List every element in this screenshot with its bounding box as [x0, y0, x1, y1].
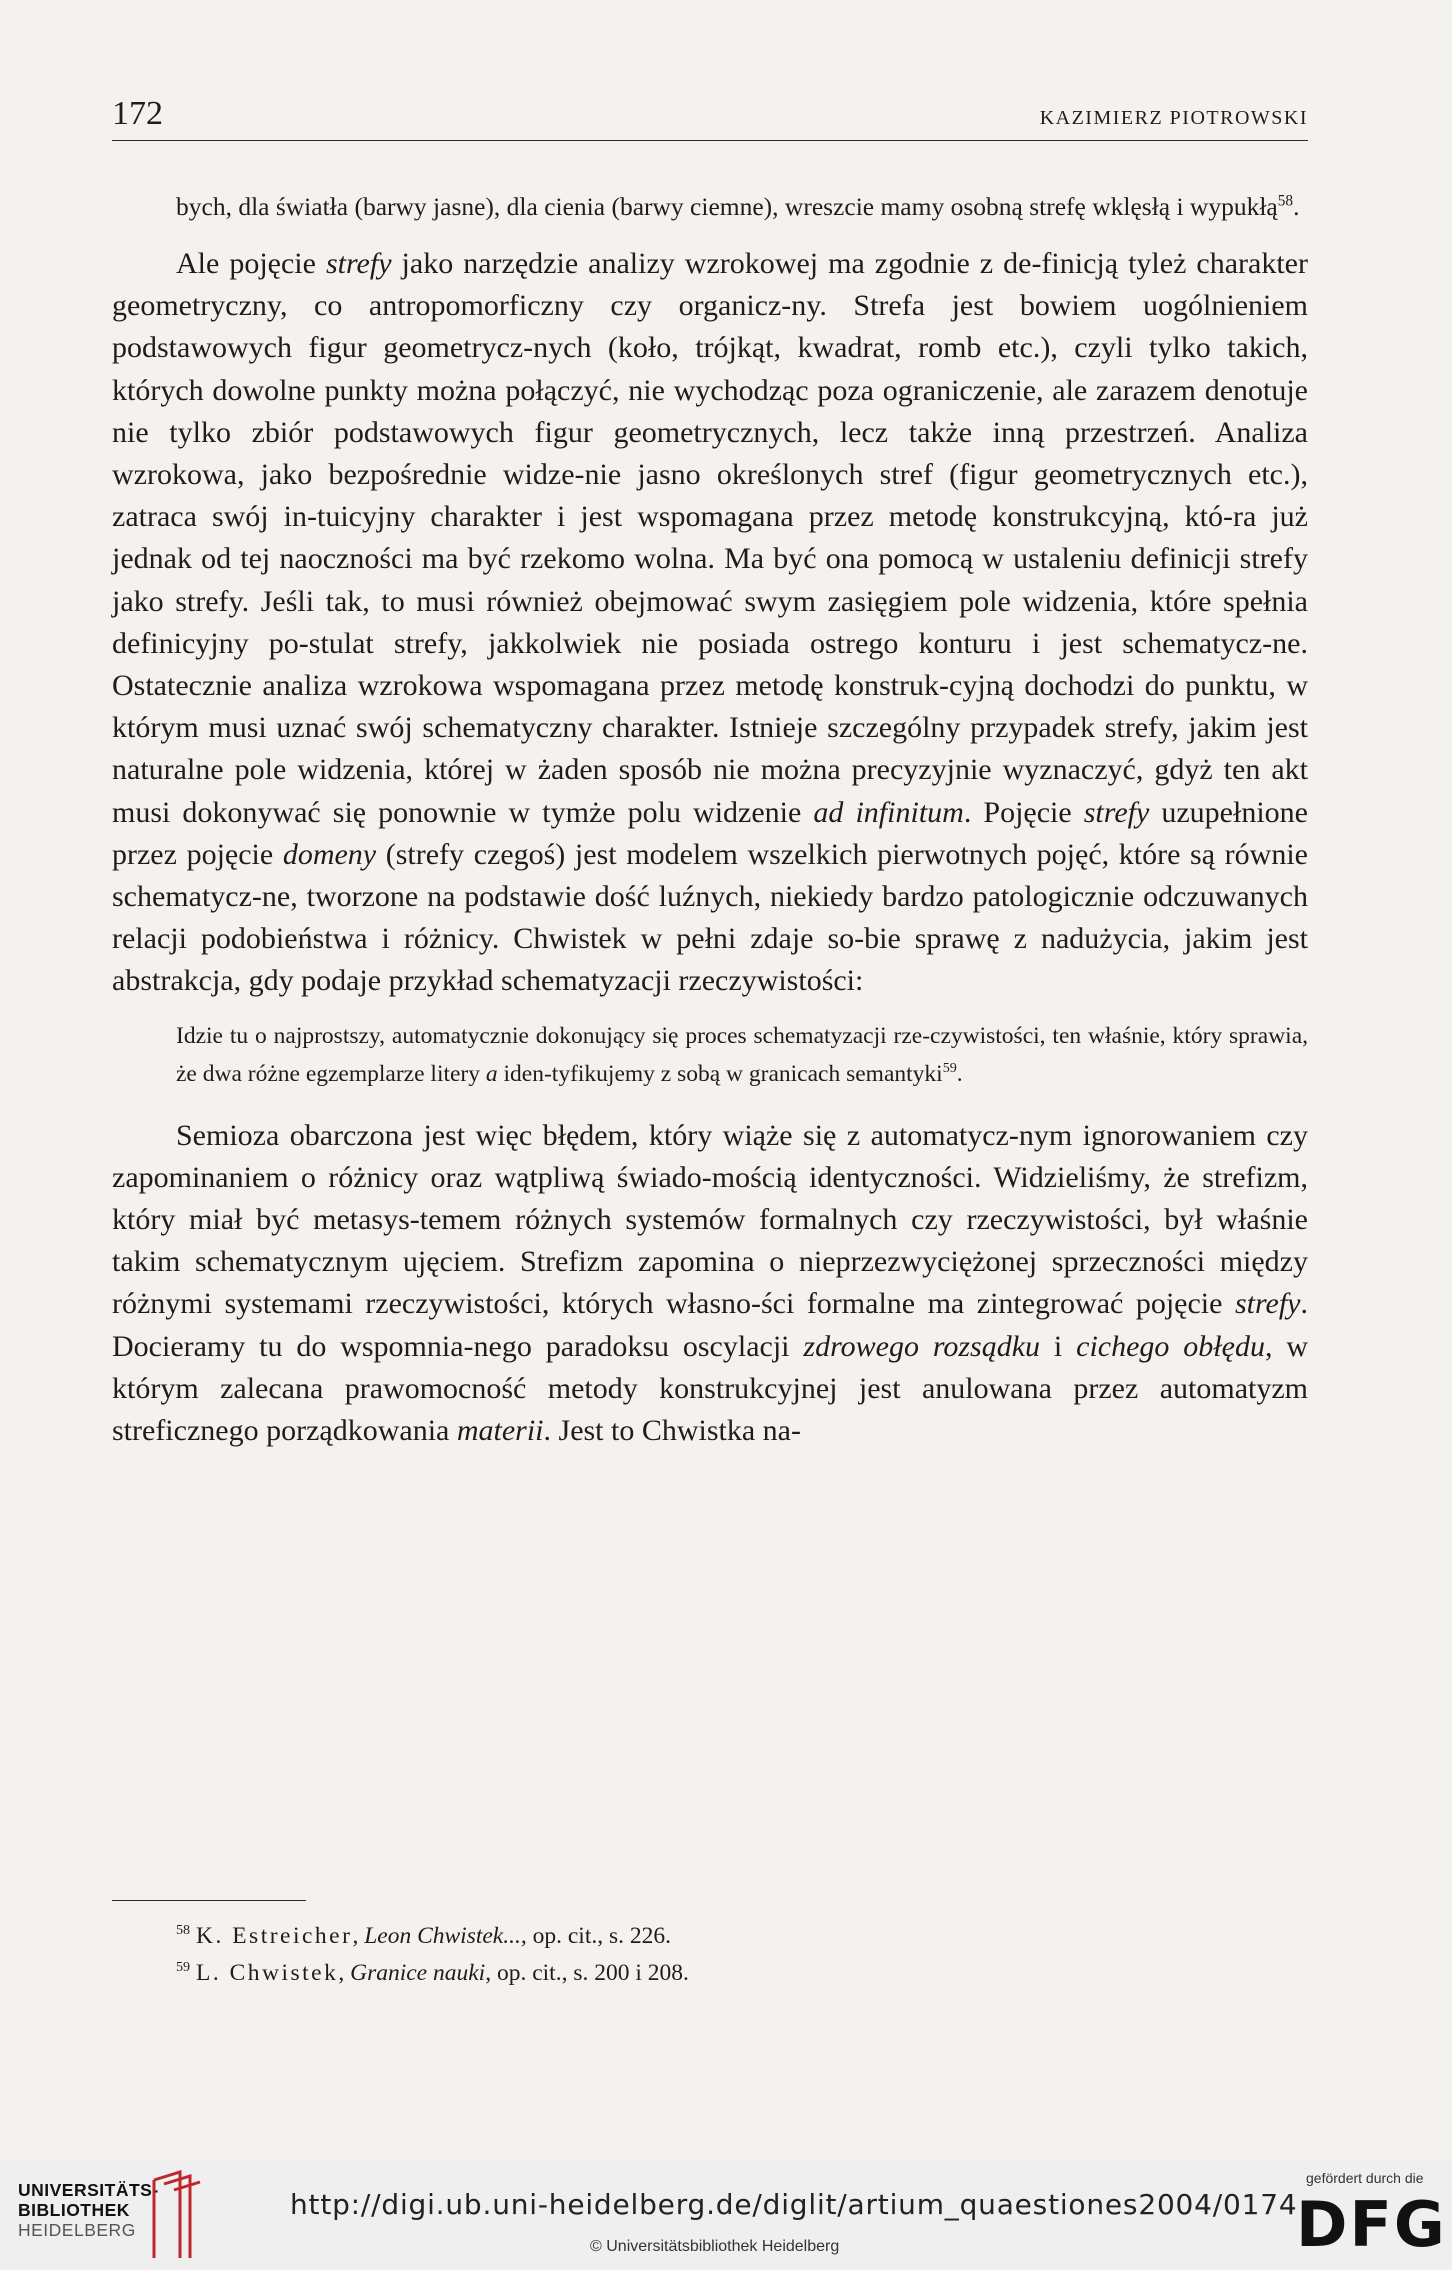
dfg-logo[interactable]: DFG [1296, 2188, 1447, 2261]
footnote-58: $^{58}$ K. Estreicher, Leon Chwistek..., op. cit., s. 226. [176, 1922, 672, 1949]
footnote-ref-58[interactable]: 58 [1277, 192, 1294, 210]
funded-by-label: gefördert durch die [1306, 2170, 1424, 2186]
running-header [112, 94, 1308, 141]
library-mark-icon [150, 2170, 202, 2260]
document-url-link[interactable]: http://digi.ub.uni-heidelberg.de/diglit/artium_quaestiones2004/0174 [290, 2188, 1298, 2221]
opening-paragraph: bych, dla światła (barwy jasne), dla cienia (barwy ciemne), wreszcie mamy osobną strefę wklęsłą i wypukłą$^{58}$. [176, 192, 1300, 221]
block-quote: Idzie tu o najprostszy, automatycznie dokonujący się proces schematyzacji rze-czywistości, ten właśnie, który sprawia, że dwa różne egzemplarze litery a iden-tyfikujemy z sobą w granicach semantyki$^{59}$. [176, 1022, 1308, 1087]
footnote-59: $^{59}$ L. Chwistek, Granice nauki, op. cit., s. 200 i 208. [176, 1959, 689, 1986]
footer-band [0, 2160, 1452, 2270]
library-logo[interactable]: UNIVERSITÄTS- BIBLIOTHEK HEIDELBERG [18, 2180, 159, 2240]
footnotes [176, 1918, 1276, 1992]
footnote-ref-59[interactable]: 59 [942, 1059, 957, 1076]
paragraph: Semioza obarczona jest więc błędem, który wiąże się z automatycz-nym ignorowaniem czy zapominaniem o różnicy oraz wątpliwą świado-mością identyczności. Widzieliśmy, że strefizm, który miał być metasys-temem różnych systemów formalnych czy rzeczywistości, był właśnie takim schematycznym ujęciem. Strefizm zapomina o nieprzezwyciężonej sprzeczności między różnymi systemami rzeczywistości, których własno-ści formalne ma zintegrować pojęcie strefy. Docieramy tu do wspomnia-nego paradoksu oscylacji zdrowego rozsądku i cichego obłędu, w którym zalecana prawomocność metody konstrukcyjnej jest anulowana przez automatyzm streficznego porządkowania materii. Jest to Chwistka na- [112, 1118, 1308, 1448]
body-text [112, 188, 1308, 1452]
running-author: KAZIMIERZ PIOTROWSKI [1039, 107, 1308, 129]
copyright-notice: © Universitätsbibliothek Heidelberg [590, 2238, 840, 2255]
page-number: 172 [112, 95, 163, 132]
scanned-page [112, 0, 1308, 2130]
paragraph: Ale pojęcie strefy jako narzędzie analizy wzrokowej ma zgodnie z de-finicją tyleż charakter geometryczny, co antropomorficzny czy organicz-ny. Strefa jest bowiem uogólnieniem podstawowych figur geometrycz-nych (koło, trójkąt, kwadrat, romb etc.), czyli tylko takich, których dowolne punkty można połączyć, nie wychodząc poza ograniczenie, ale zarazem denotuje nie tylko zbiór podstawowych figur geometrycznych, lecz także inną przestrzeń. Analiza wzrokowa, jako bezpośrednie widze-nie jasno określonych stref (figur geometrycznych etc.), zatraca swój in-tuicyjny charakter i jest wspomagana przez metodę konstrukcyjną, któ-ra już jednak od tej naoczności ma być rzekomo wolna. Ma być ona pomocą w ustaleniu definicji strefy jako strefy. Jeśli tak, to musi również obejmować swym zasięgiem pole widzenia, które spełnia definicyjny po-stulat strefy, jakkolwiek nie posiada ostrego konturu i jest schematycz-ne. Ostatecznie analiza wzrokowa wspomagana przez metodę konstruk-cyjną dochodzi do punktu, w którym musi uznać swój schematyczny charakter. Istnieje szczególny przypadek strefy, jakim jest naturalne pole widzenia, której w żaden sposób nie można precyzyjnie wyznaczyć, gdyż ten akt musi dokonywać się ponownie w tymże polu widzenie ad infinitum. Pojęcie strefy uzupełnione przez pojęcie domeny (strefy czegoś) jest modelem wszelkich pierwotnych pojęć, które są równie schematycz-ne, tworzone na podstawie dość luźnych, niekiedy bardzo patologicznie odczuwanych relacji podobieństwa i różnicy. Chwistek w pełni zdaje so-bie sprawę z nadużycia, jakim jest abstrakcja, gdy podaje przykład schematyzacji rzeczywistości: [112, 247, 1308, 998]
footnote-divider [112, 1900, 306, 1901]
